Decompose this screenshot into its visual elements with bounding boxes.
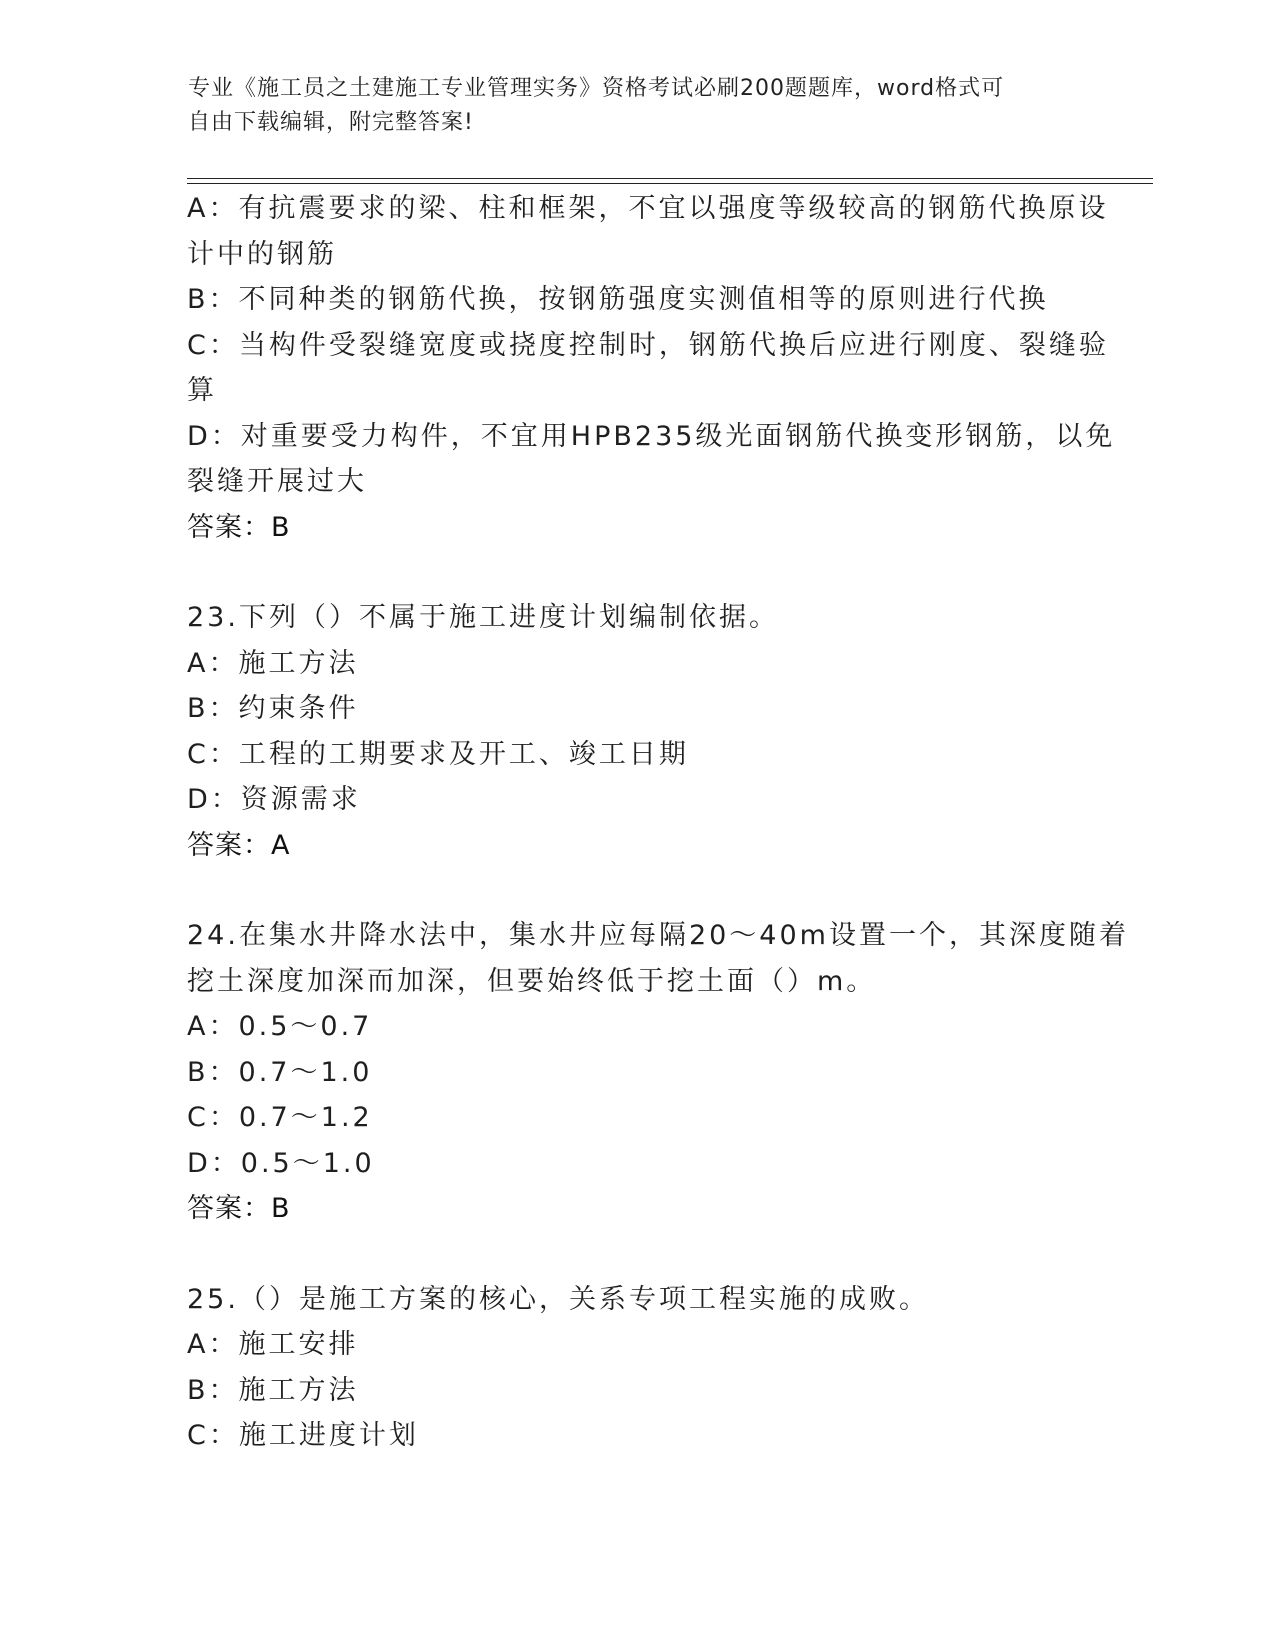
option-c: C：施工进度计划 <box>187 1420 419 1451</box>
document-header <box>188 72 1068 140</box>
option-b: B：不同种类的钢筋代换，按钢筋强度实测值相等的原则进行代换 <box>187 284 1049 315</box>
question-text-line-2: 挖土深度加深而加深，但要始终低于挖土面（）m。 <box>187 965 877 997</box>
spacer <box>187 868 1087 913</box>
answer: 答案：A <box>187 829 291 861</box>
option-b: B：0.7～1.0 <box>187 1056 373 1088</box>
option-c-line-2: 算 <box>187 375 217 406</box>
option-d-line-2: 裂缝开展过大 <box>187 466 367 497</box>
option-d-line-1: D：对重要受力构件，不宜用HPB235级光面钢筋代换变形钢筋，以免 <box>187 420 1116 452</box>
option-b: B：约束条件 <box>187 693 359 724</box>
option-a: A：施工安排 <box>187 1329 359 1360</box>
header-rule-bottom <box>187 183 1153 184</box>
option-c-line-1: C：当构件受裂缝宽度或挠度控制时，钢筋代换后应进行刚度、裂缝验 <box>187 329 1109 361</box>
answer: 答案：B <box>187 1193 291 1224</box>
answer: 答案：B <box>187 511 291 543</box>
option-a: A：0.5～0.7 <box>187 1011 373 1042</box>
question-25 <box>187 1277 1087 1459</box>
option-d: D：资源需求 <box>187 784 361 815</box>
question-text: 23.下列（）不属于施工进度计划编制依据。 <box>187 602 779 633</box>
header-line-2: 自由下载编辑，附完整答案! <box>188 110 474 135</box>
question-24 <box>187 913 1129 1232</box>
question-22 <box>187 186 1116 550</box>
question-text-line-1: 24.在集水井降水法中，集水井应每隔20～40m设置一个，其深度随着 <box>187 920 1129 951</box>
question-list <box>187 186 1129 1459</box>
option-a-line-1: A：有抗震要求的梁、柱和框架，不宜以强度等级较高的钢筋代换原设 <box>187 193 1109 224</box>
header-line-1: 专业《施工员之土建施工专业管理实务》资格考试必刷200题题库，word格式可 <box>188 76 1005 101</box>
option-c: C：0.7～1.2 <box>187 1102 373 1133</box>
question-23 <box>187 595 1087 868</box>
option-a-line-2: 计中的钢筋 <box>187 238 337 270</box>
header-rule-top <box>187 178 1153 179</box>
option-a: A：施工方法 <box>187 647 359 679</box>
option-d: D：0.5～1.0 <box>187 1147 375 1179</box>
question-text: 25.（）是施工方案的核心，关系专项工程实施的成败。 <box>187 1283 929 1315</box>
option-c: C：工程的工期要求及开工、竣工日期 <box>187 738 689 770</box>
spacer <box>187 1232 1087 1277</box>
spacer <box>187 550 1087 595</box>
option-b: B：施工方法 <box>187 1374 359 1406</box>
